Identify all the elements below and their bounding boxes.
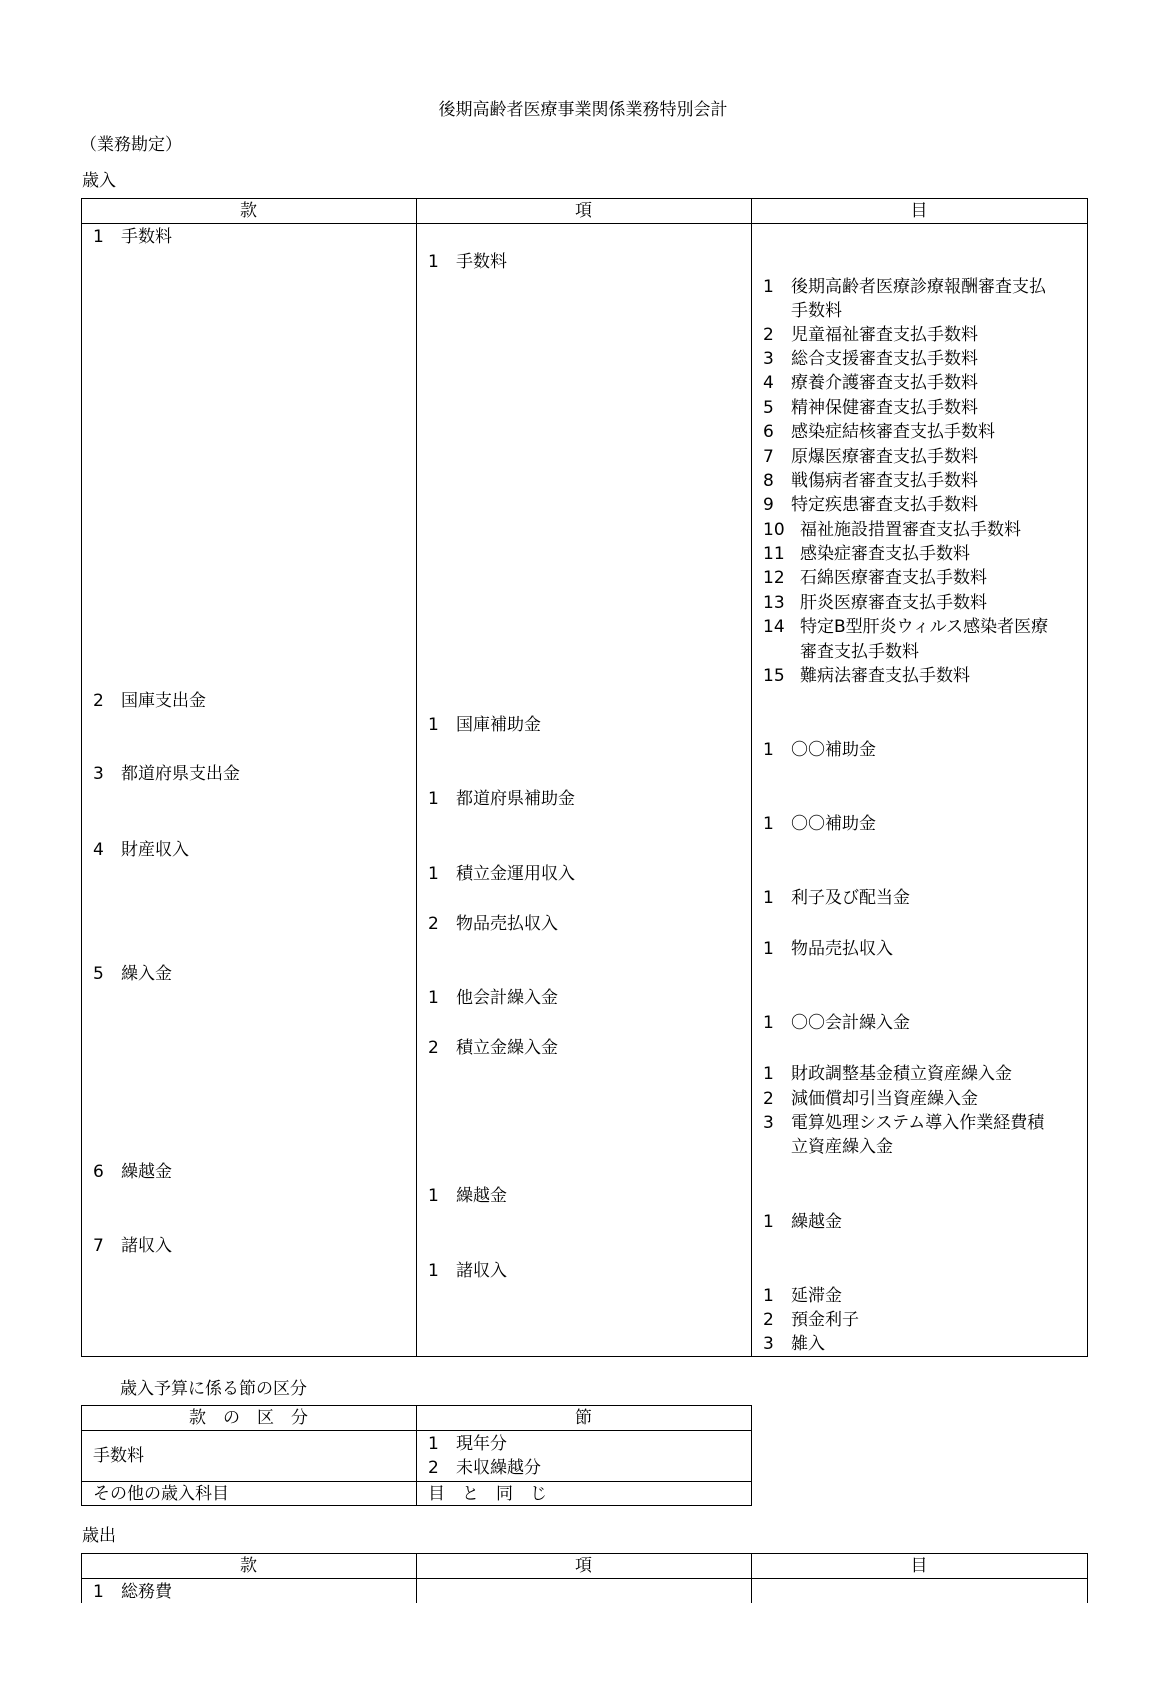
table-border-right bbox=[1087, 1553, 1088, 1603]
moku-item: 6 感染症結核審査支払手数料 bbox=[763, 422, 995, 442]
header-kan: 款 bbox=[240, 1556, 257, 1576]
kou-item: 1 繰越金 bbox=[428, 1186, 507, 1206]
kan-item: 2 国庫支出金 bbox=[93, 691, 206, 711]
header-moku: 目 bbox=[910, 201, 928, 221]
moku-item: 15 難病法審査支払手数料 bbox=[763, 666, 970, 686]
expenditure-section-label: 歳出 bbox=[82, 1526, 116, 1546]
kou-item: 1 積立金運用収入 bbox=[428, 864, 575, 884]
moku-item: 2 児童福祉審査支払手数料 bbox=[763, 325, 978, 345]
kan-item: 4 財産収入 bbox=[93, 840, 189, 860]
moku-item: 8 戦傷病者審査支払手数料 bbox=[763, 471, 978, 491]
kan-item: 5 繰入金 bbox=[93, 964, 172, 984]
header-kan: 款 bbox=[240, 201, 257, 221]
kan-item: 6 繰越金 bbox=[93, 1162, 172, 1182]
moku-item: 1 延滞金 bbox=[763, 1286, 842, 1306]
moku-item: 1 利子及び配当金 bbox=[763, 888, 910, 908]
setsu-table-caption: 歳入予算に係る節の区分 bbox=[120, 1379, 307, 1399]
table-border-left bbox=[81, 198, 82, 1357]
revenue-section-label: 歳入 bbox=[82, 171, 116, 191]
moku-item: 11 感染症審査支払手数料 bbox=[763, 544, 970, 564]
document-title: 後期高齢者医療事業関係業務特別会計 bbox=[438, 100, 728, 120]
setsu-row-kan: 手数料 bbox=[93, 1446, 144, 1466]
kou-item: 1 手数料 bbox=[428, 252, 507, 272]
moku-item: 2 預金利子 bbox=[763, 1310, 859, 1330]
moku-item: 13 肝炎医療審査支払手数料 bbox=[763, 593, 987, 613]
moku-item: 5 精神保健審査支払手数料 bbox=[763, 398, 978, 418]
header-moku: 目 bbox=[910, 1556, 928, 1576]
column-divider bbox=[751, 198, 752, 1357]
kou-item: 1 国庫補助金 bbox=[428, 715, 541, 735]
table-header-divider bbox=[81, 1578, 1087, 1579]
table-border-bottom bbox=[81, 1356, 1087, 1357]
moku-item: 3 電算処理システム導入作業経費積 bbox=[763, 1113, 1045, 1133]
kou-item: 1 諸収入 bbox=[428, 1261, 507, 1281]
moku-item-continuation: 立資産繰入金 bbox=[791, 1137, 893, 1157]
setsu-item: 2 未収繰越分 bbox=[428, 1458, 541, 1478]
table-border-right bbox=[751, 1405, 752, 1506]
moku-item: 1 財政調整基金積立資産繰入金 bbox=[763, 1064, 1012, 1084]
table-border-right bbox=[1087, 198, 1088, 1357]
kan-item: 7 諸収入 bbox=[93, 1236, 172, 1256]
account-label: （業務勘定） bbox=[80, 135, 182, 155]
moku-item: 9 特定疾患審査支払手数料 bbox=[763, 495, 978, 515]
table-header-divider bbox=[81, 223, 1087, 224]
moku-item: 1 後期高齢者医療診療報酬審査支払 bbox=[763, 277, 1046, 297]
moku-item: 4 療養介護審査支払手数料 bbox=[763, 373, 978, 393]
header-kou: 項 bbox=[575, 201, 592, 221]
kou-item: 2 物品売払収入 bbox=[428, 914, 558, 934]
header-kan-kubun: 款 の 区 分 bbox=[189, 1408, 308, 1428]
moku-item-continuation: 審査支払手数料 bbox=[800, 642, 919, 662]
kou-item: 1 都道府県補助金 bbox=[428, 789, 575, 809]
kan-item: 3 都道府県支出金 bbox=[93, 764, 240, 784]
kan-item: 1 総務費 bbox=[93, 1582, 172, 1602]
moku-item: 12 石綿医療審査支払手数料 bbox=[763, 568, 987, 588]
column-divider bbox=[416, 198, 417, 1357]
header-kou: 項 bbox=[575, 1556, 592, 1576]
moku-item: 3 総合支援審査支払手数料 bbox=[763, 349, 978, 369]
kou-item: 1 他会計繰入金 bbox=[428, 988, 558, 1008]
moku-item: 7 原爆医療審査支払手数料 bbox=[763, 447, 978, 467]
moku-item: 1 物品売払収入 bbox=[763, 939, 893, 959]
moku-item: 2 減価償却引当資産繰入金 bbox=[763, 1089, 978, 1109]
moku-item-continuation: 手数料 bbox=[791, 301, 842, 321]
setsu-row-text: 目 と 同 じ bbox=[428, 1484, 547, 1504]
moku-item: 1 〇〇会計繰入金 bbox=[763, 1013, 910, 1033]
kan-item: 1 手数料 bbox=[93, 227, 172, 247]
moku-item: 10 福祉施設措置審査支払手数料 bbox=[763, 520, 1021, 540]
kou-item: 2 積立金繰入金 bbox=[428, 1038, 558, 1058]
moku-item: 3 雑入 bbox=[763, 1334, 825, 1354]
setsu-item: 1 現年分 bbox=[428, 1434, 507, 1454]
header-setsu: 節 bbox=[575, 1408, 592, 1428]
moku-item: 1 〇〇補助金 bbox=[763, 814, 876, 834]
moku-item: 1 繰越金 bbox=[763, 1212, 842, 1232]
moku-item: 14 特定B型肝炎ウィルス感染者医療 bbox=[763, 617, 1049, 637]
setsu-row-kan: その他の歳入科目 bbox=[93, 1484, 229, 1504]
moku-item: 1 〇〇補助金 bbox=[763, 740, 876, 760]
